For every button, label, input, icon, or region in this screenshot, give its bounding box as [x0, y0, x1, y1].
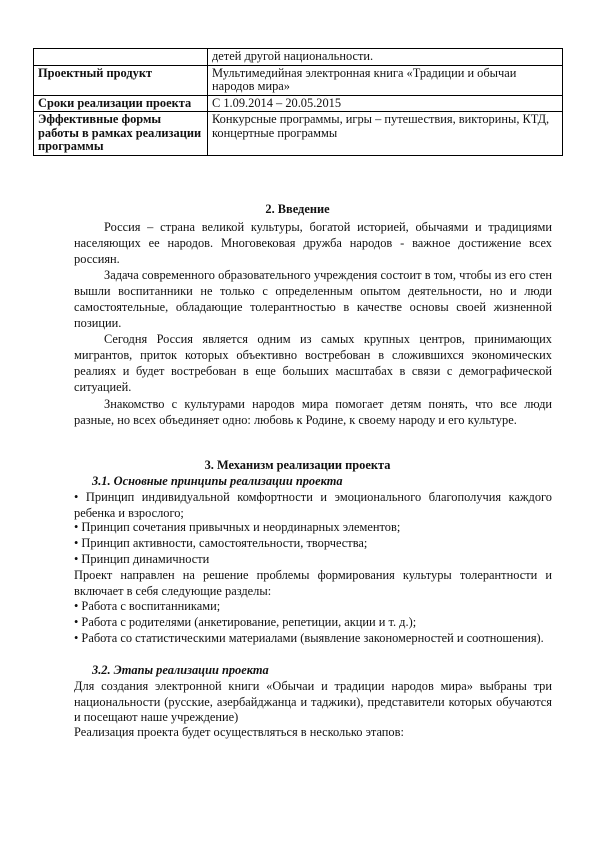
bullet-item: • Работа с воспитанниками;: [74, 599, 221, 613]
subsection-heading-principles: 3.1. Основные принципы реализации проекта: [92, 474, 343, 488]
paragraph: Для создания электронной книги «Обычаи и традиции народов мира» выбраны три национальности (русские, азербайджанца и таджики), представители которых обучаются и посещают наше учреждение): [74, 679, 552, 724]
table-cell-value: С 1.09.2014 – 20.05.2015: [208, 95, 563, 112]
paragraph: [74, 219, 552, 267]
bullet-item: • Принцип сочетания привычных и неординарных элементов;: [74, 520, 401, 534]
bullet-item: • Принцип динамичности: [74, 552, 210, 566]
paragraph: [74, 267, 552, 331]
bullet-item: • Принцип индивидуальной комфортности и эмоционального благополучия каждого ребенка и взрослого;: [74, 490, 552, 520]
section-heading-mechanism: 3. Механизм реализации проекта: [204, 458, 391, 472]
bullet-item: • Принцип активности, самостоятельности, творчества;: [74, 536, 368, 550]
project-info-table: [33, 48, 563, 156]
paragraph-text: Задача современного образовательного учреждения состоит в том, чтобы из его стен вышли воспитанники не только с определенным опытом деятельности, но и люди самостоятельные, обладающие толерантностью в качестве основы своей жизненной позиции.: [74, 268, 552, 330]
table-cell-value: Конкурсные программы, игры – путешествия, викторины, КТД, концертные программы: [208, 112, 563, 156]
table-cell-label: [34, 49, 208, 66]
table-cell-label: Сроки реализации проекта: [34, 95, 208, 112]
paragraph: [74, 396, 552, 428]
paragraph: Реализация проекта будет осуществляться в несколько этапов:: [74, 725, 404, 739]
table-cell-value: Мультимедийная электронная книга «Традиции и обычаи народов мира»: [208, 65, 563, 95]
subsection-heading-stages: 3.2. Этапы реализации проекта: [92, 663, 269, 677]
paragraph-text: Россия – страна великой культуры, богатой историей, обычаями и традициями населяющих ее народов. Многовековая дружба народов - важное достижение всех россиян.: [74, 220, 552, 266]
table-row: [34, 49, 563, 66]
paragraph-text: Сегодня Россия является одним из самых крупных центров, принимающих мигрантов, приток которых объективно востребован в сложившихся экономических реалиях и будет востребован в еще больших масштабах в связи с демографической ситуацией.: [74, 332, 552, 394]
bullet-item: • Работа с родителями (анкетирование, репетиции, акции и т. д.);: [74, 615, 417, 629]
table-row: [34, 95, 563, 112]
table-cell-value: детей другой национальности.: [208, 49, 563, 66]
table-row: [34, 112, 563, 156]
paragraph: [74, 331, 552, 395]
section-heading-introduction: 2. Введение: [265, 202, 330, 216]
table-row: [34, 65, 563, 95]
table-cell-label: Эффективные формы работы в рамках реализации программы: [34, 112, 208, 156]
table-cell-label: Проектный продукт: [34, 65, 208, 95]
bullet-item: • Работа со статистическими материалами (выявление закономерностей и соотношения).: [74, 631, 544, 645]
paragraph: Проект направлен на решение проблемы формирования культуры толерантности и включает в себя следующие разделы:: [74, 568, 552, 598]
paragraph-text: Знакомство с культурами народов мира помогает детям понять, что все люди разные, но всех объединяет одно: любовь к Родине, к своему народу и его культуре.: [74, 397, 552, 427]
